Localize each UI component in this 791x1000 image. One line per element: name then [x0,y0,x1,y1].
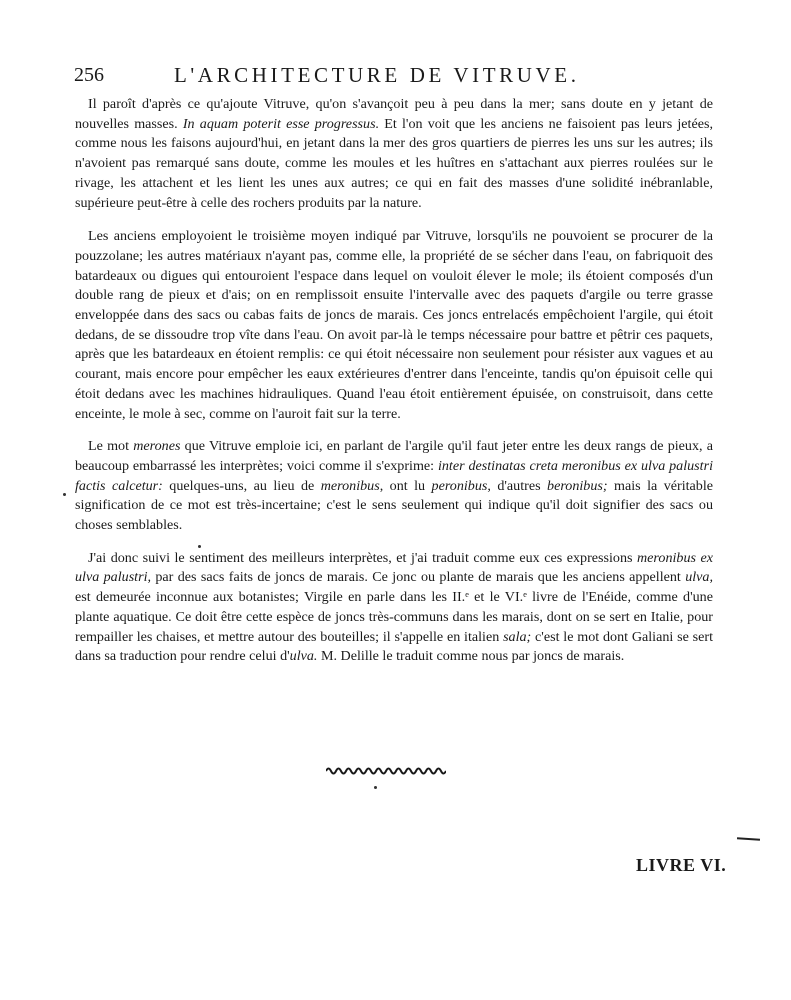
running-head [74,62,714,92]
paragraph-3-text: Le mot [88,438,134,455]
ink-speck [374,786,377,789]
latin-quote: inter destinatas creta meronibus ex ulva palustri factis calcetur: [75,457,713,494]
wave-ornament-icon [326,766,446,776]
latin-term: ulva. [289,648,318,665]
margin-stroke [737,837,760,841]
latin-quote: In aquam poterit esse progressus. [182,115,380,132]
ink-speck [63,493,66,496]
paragraph-1-text: Il paroît d'après ce qu'ajoute Vitruve, qu'on s'avançoit peu à peu dans la mer; sans doute en y jetant de nouvelles masses. [75,96,713,132]
paragraph-1 [75,95,713,213]
paragraph-3-text: que Vitruve emploie ici, en parlant de l'argile qu'il faut jeter entre les deux rangs de pieux, a beaucoup embarrassé les interprètes; voici comme il s'exprime: [75,438,713,474]
wave-ornament-divider [326,766,446,776]
latin-term: peronibus [431,477,488,494]
latin-term: beronibus; [547,477,608,494]
body-text [75,95,713,667]
paragraph-2: Les anciens employoient le troisième moyen indiqué par Vitruve, lorsqu'ils ne pouvoient se procurer de la pouzzolane; les autres matériaux n'ayant pas, comme elle, la propriété de se sécher dans l'eau, on fabriquoit des batardeaux ou digues qui entouroient l'espace dans lequel on vouloit élever le mole; ils étoient composés d'un double rang de pieux et d'ais; on en remplissoit ensuite l'intervalle avec des paquets d'argile ou terre grasse enveloppée dans des sacs ou cabas faits de joncs de marais. Ces joncs entrelacés empêchoient l'argile, qui étoit dedans, de se dissoudre trop vîte dans l'eau. On avoit par-là le temps nécessaire pour battre et pêtrir ces paquets, après que les batardeaux en étoient remplis: ce qui étoit nécessaire non seulement pour résister aux vagues et au courant, mais encore pour empêcher les eaux extérieures d'entrer dans l'enceinte, tandis qu'on épuisoit celle qui étoit dedans avec les machines hidrauliques. Quand l'eau étoit entièrement épuisée, on construisoit, dans cette enceinte, le mole à sec, comme on l'auroit fait sur la terre. [75,228,713,422]
latin-term: meronibus [320,477,380,494]
paragraph-4 [75,549,713,667]
latin-quote: meronibus ex ulva palustri, [75,549,714,586]
paragraph-4-text: est demeurée inconnue aux botanistes; Virgile en parle dans les II.ᵉ et le VI.ᵉ livre de l'Enéide, comme d'une plante aquatique. Ce doit être cette espèce de joncs très-communs dans les marais, dont on se sert en Italie, pour rempailler les chaises, et mettre autour des bouteilles; il s'appelle en italien [75,589,713,645]
page-number: 256 [74,64,104,86]
italian-term: sala; [503,628,532,645]
paragraph-1-text-cont: Et l'on voit que les anciens ne faisoient pas leurs jetées, comme nous les faisons aujourd'hui, en jetant dans la mer des gros quartiers de pierres les uns sur les autres; ils n'avoient pas remarqué sans doute, comme les moules et les huîtres en s'attachant aux pierres roulées sur le rivage, les attachent et les lient les unes aux autres; ce qui en fait des masses d'une solidité inébranlable, supérieure peut-être à celle des rochers produits par la nature. [75,115,713,211]
latin-term: merones [133,438,181,455]
ink-speck [198,545,201,548]
paragraph-3-text: mais la véritable signification de ce mot est très-incertaine; c'est le sens seulement qui indique qu'il doit signifier des sacs ou choses semblables. [75,477,713,534]
paragraph-3-text: quelques-uns, au lieu de [162,477,321,494]
latin-term: ulva, [685,569,713,586]
paragraph-4-text: M. Delille le traduit comme nous par joncs de marais. [317,648,625,665]
catchword: LIVRE VI. [636,855,727,875]
paragraph-4-text: par des sacs faits de joncs de marais. Ce jonc ou plante de marais que les anciens appellent [151,569,686,586]
paragraph-4-text: c'est le mot dont Galiani se sert dans sa traduction pour rendre celui d' [75,628,713,665]
paragraph-3-text: , ont lu [379,477,432,494]
running-title: L'ARCHITECTURE DE VITRUVE. [174,63,580,87]
paragraph-3 [75,437,713,536]
paragraph-4-text: J'ai donc suivi le sentiment des meilleurs interprètes, et j'ai traduit comme eux ces expressions [88,549,637,566]
paragraph-3-text: , d'autres [487,477,548,494]
